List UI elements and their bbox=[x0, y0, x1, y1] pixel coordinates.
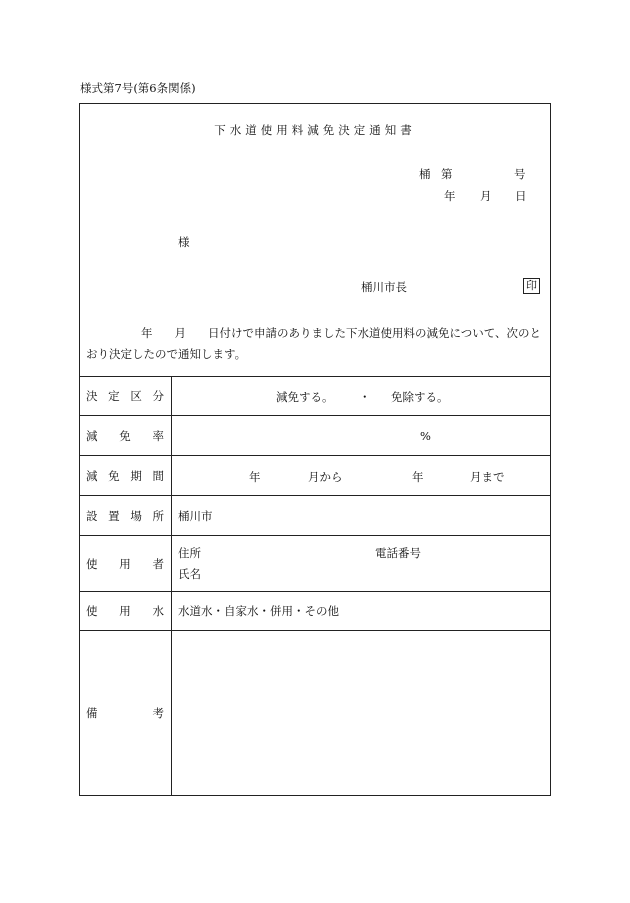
doc-number-go: 号 bbox=[514, 167, 526, 181]
value-remarks bbox=[172, 631, 550, 795]
label-reduction-rate: 減免率 bbox=[80, 416, 172, 455]
value-reduction-period bbox=[172, 456, 550, 495]
value-decision-type bbox=[172, 376, 550, 415]
body-year: 年 bbox=[141, 326, 153, 340]
row-reduction-period bbox=[80, 456, 550, 496]
option-separator: ・ bbox=[359, 390, 371, 404]
row-decision-type bbox=[80, 376, 550, 416]
date-day: 日 bbox=[515, 189, 527, 203]
form-number: 様式第7号(第6条関係) bbox=[80, 81, 196, 95]
body-line-1 bbox=[86, 323, 546, 344]
option-reduce: 減免する。 bbox=[276, 390, 334, 404]
user-name-label: 氏名 bbox=[178, 567, 201, 581]
body-line-2: おり決定したので通知します。 bbox=[86, 347, 247, 361]
value-water-type: 水道水・自家水・併用・その他 bbox=[178, 604, 339, 618]
label-installation-site: 設置場所 bbox=[80, 496, 172, 535]
issuer-name: 桶川市長 bbox=[361, 280, 407, 294]
period-end-month: 月まで bbox=[470, 470, 505, 484]
doc-number-dai: 第 bbox=[441, 167, 453, 181]
form-header bbox=[80, 104, 550, 377]
row-water-type bbox=[80, 592, 550, 631]
value-user bbox=[172, 536, 550, 591]
value-reduction-rate bbox=[172, 416, 550, 455]
seal-mark: 印 bbox=[523, 278, 540, 294]
notice-form bbox=[79, 103, 551, 796]
label-decision-type: 決定区分 bbox=[80, 376, 172, 415]
label-remarks: 備考 bbox=[80, 631, 172, 795]
period-start-year: 年 bbox=[249, 470, 261, 484]
percent-unit: % bbox=[420, 429, 431, 443]
date-month: 月 bbox=[480, 189, 492, 203]
row-remarks bbox=[80, 631, 550, 795]
doc-number-prefix: 桶 bbox=[419, 167, 431, 181]
value-installation-site: 桶川市 bbox=[178, 508, 213, 523]
row-reduction-rate bbox=[80, 416, 550, 456]
body-text-1: 日付けで申請のありました下水道使用料の減免について、次のと bbox=[208, 326, 542, 340]
user-address-label: 住所 bbox=[178, 546, 201, 560]
row-user bbox=[80, 536, 550, 592]
user-phone-label: 電話番号 bbox=[375, 546, 421, 560]
period-start-month: 月から bbox=[308, 470, 343, 484]
addressee-suffix: 様 bbox=[178, 235, 190, 249]
form-title: 下水道使用料減免決定通知書 bbox=[214, 123, 416, 137]
option-exempt: 免除する。 bbox=[391, 390, 449, 404]
body-month: 月 bbox=[174, 326, 186, 340]
date-year: 年 bbox=[444, 189, 456, 203]
period-end-year: 年 bbox=[412, 470, 424, 484]
notice-body bbox=[86, 323, 546, 365]
row-installation-site bbox=[80, 496, 550, 536]
label-reduction-period: 減免期間 bbox=[80, 456, 172, 495]
label-water-type: 使用水 bbox=[80, 592, 172, 630]
label-user: 使用者 bbox=[80, 536, 172, 591]
